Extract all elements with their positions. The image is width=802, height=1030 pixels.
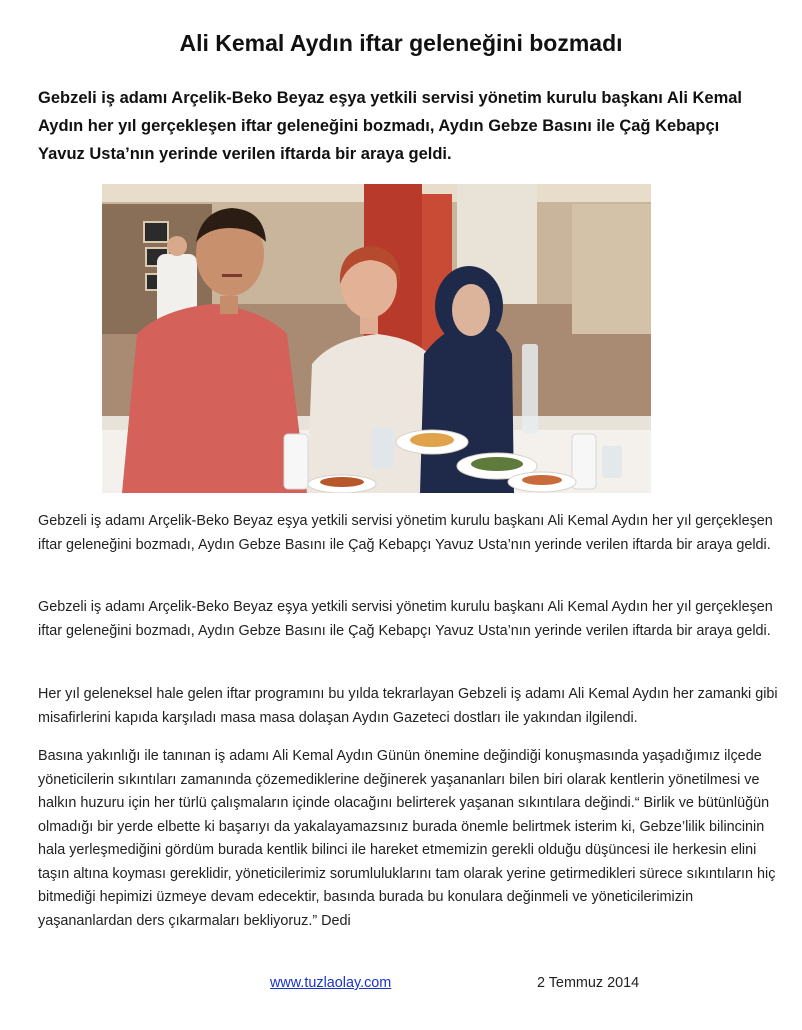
article-paragraph: Gebzeli iş adamı Arçelik-Beko Beyaz eşya yetkili servisi yönetim kurulu başkanı Ali Kemal Aydın her yıl gerçekleşen iftar geleneğini bozmadı, Aydın Gebze Basını ile Çağ Kebapçı Yavuz Usta’nın yerinde verilen iftarda bir araya geldi. — [38, 513, 773, 553]
article-lead: Gebzeli iş adamı Arçelik-Beko Beyaz eşya yetkili servisi yönetim kurulu başkanı Ali Kemal Aydın her yıl gerçekleşen iftar geleneğini bozmadı, Aydın Gebze Basını ile Çağ Kebapçı Yavuz Usta’nın yerinde verilen iftarda bir araya geldi. — [38, 89, 743, 163]
article-paragraph: Gebzeli iş adamı Arçelik-Beko Beyaz eşya yetkili servisi yönetim kurulu başkanı Ali Kemal Aydın her yıl gerçekleşen iftar geleneğini bozmadı, Aydın Gebze Basını ile Çağ Kebapçı Yavuz Usta’nın yerinde verilen iftarda bir araya geldi. — [38, 599, 773, 639]
article-photo — [102, 184, 651, 493]
publish-date: 2 Temmuz 2014 — [537, 975, 640, 991]
source-link[interactable]: www.tuzlaolay.com — [270, 975, 392, 991]
article-paragraph: Basına yakınlığı ile tanınan iş adamı Ali Kemal Aydın Günün önemine değindiği konuşmasında yaşadığımız ilçede yöneticilerin sıkıntıları zamanında çözemediklerine değinerek yaşananları bilen biri olarak kentlerin yönetilmesi ve halkın huzuru için her türlü çalışmaların içinde olacağını belirterek yaşanan sıkıntılara değindi.“ Birlik ve bütünlüğün olmadığı bir yerde elbette ki başarıyı da yakalayamazsınız burada önemle belirtmek isterim ki, Gebze’lilik bilincinin hala yerleşmediğini gördüm burada kentlik bilinci ile hareket etmemizin gerekli olduğu düşüncesi ile herkesin elini taşın altına koyması gereklidir, yöneticilerimiz sorumluluklarını tam olarak yerine getirmedikleri sürece sıkıntıların hiç bitmediği hepimizi üzmeye devam edecektir, basında burada bu konulara değinmeli ve yöneticilerimizin yaşananlardan ders çıkarmaları bekliyoruz.” Dedi — [38, 748, 776, 929]
article-paragraph: Her yıl geleneksel hale gelen iftar programını bu yılda tekrarlayan Gebzeli iş adamı Ali Kemal Aydın her zamanki gibi misafirlerini kapıda karşıladı masa masa dolaşan Aydın Gazeteci dostları ile yakından ilgilendi. — [38, 686, 778, 726]
article-title: Ali Kemal Aydın iftar geleneğini bozmadı — [179, 30, 623, 56]
photo-illustration — [102, 184, 651, 493]
